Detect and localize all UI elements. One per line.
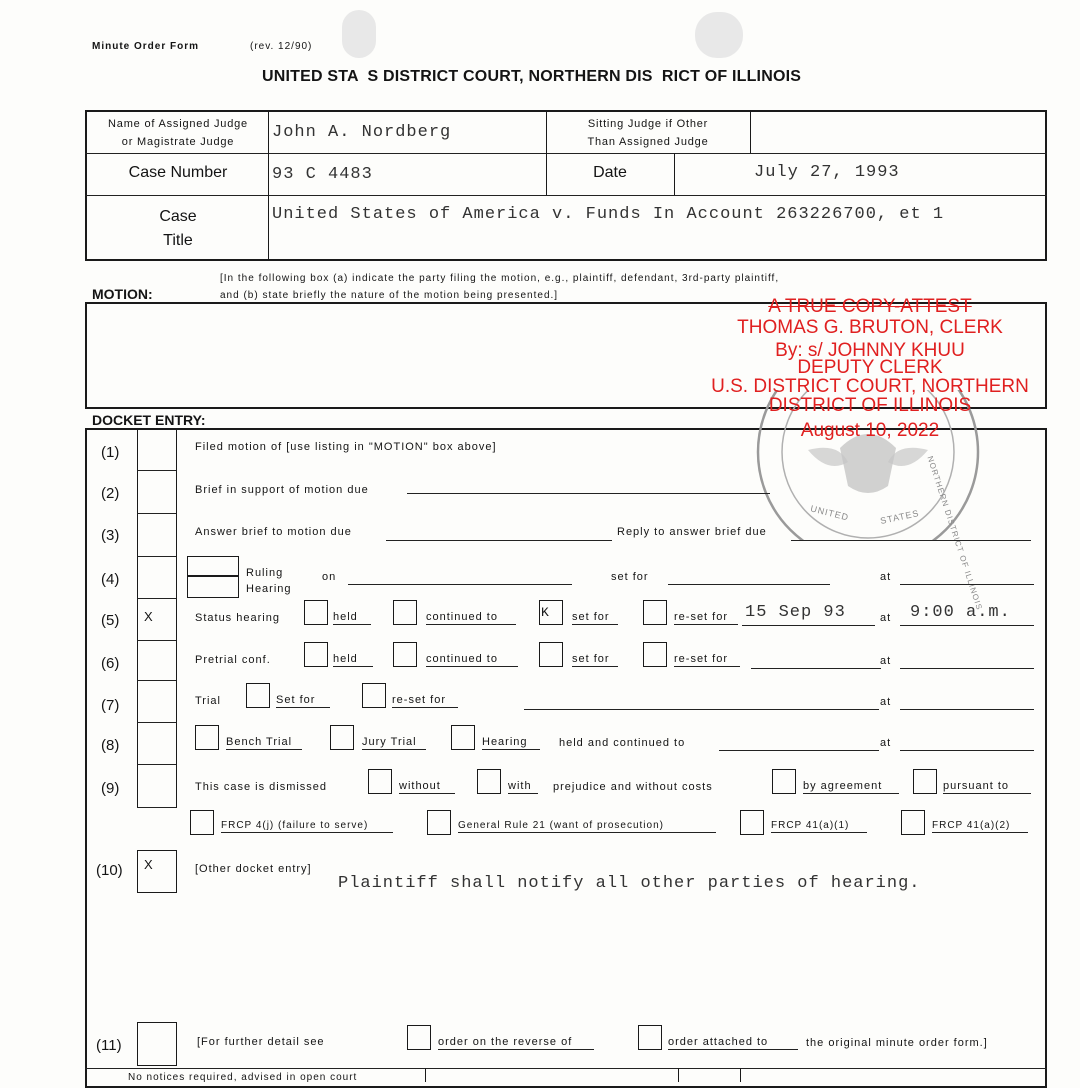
row9-agreement-label: by agreement: [803, 780, 899, 794]
row11-reverse-label: order on the reverse of: [438, 1036, 594, 1050]
row11-box: [137, 1022, 177, 1066]
punch-hole-smudge: [342, 10, 376, 58]
row-number: (6): [101, 655, 120, 672]
row8-jury-checkbox[interactable]: [330, 725, 354, 750]
row5-label: Status hearing: [195, 612, 280, 624]
row9-pursuant-label: pursuant to: [943, 780, 1031, 794]
row7-reset-checkbox[interactable]: [362, 683, 386, 708]
row5-set-for-label: set for: [572, 611, 618, 625]
form-name: Minute Order Form: [92, 41, 200, 52]
frcp4-label: FRCP 4(j) (failure to serve): [221, 820, 393, 833]
sitting-judge-label: Sitting Judge if Other Than Assigned Judge: [587, 118, 709, 148]
docket-entry-label: DOCKET ENTRY:: [92, 412, 206, 428]
case-title-label: Case Title: [159, 208, 197, 249]
row11-attached-label: order attached to: [668, 1036, 798, 1050]
row6-held-label: held: [333, 653, 373, 667]
case-title-value: United States of America v. Funds In Account 263226700, et 1: [272, 205, 945, 224]
row11-label: [For further detail see: [197, 1036, 325, 1048]
row4-at: at: [880, 571, 892, 583]
frcp41a2-label: FRCP 41(a)(2): [932, 820, 1028, 833]
row4-ruling-hearing: Ruling Hearing: [246, 567, 292, 595]
row9-without-checkbox[interactable]: [368, 769, 392, 794]
frcp41a2-checkbox[interactable]: [901, 810, 925, 835]
row5-reset-checkbox[interactable]: [643, 600, 667, 625]
row-number: (5): [101, 612, 120, 629]
row5-reset-label: re-set for: [674, 611, 738, 625]
row10-mark: X: [144, 857, 153, 872]
certification-stamp: A TRUE COPY-ATTEST THOMAS G. BRUTON, CLERK By: s/ JOHNNY KHUU DEPUTY CLERK U.S. DISTRICT COURT, NORTHERN DISTRICT OF ILLINOIS August 10, 2022: [711, 296, 1029, 441]
row7-at: at: [880, 696, 892, 708]
row9-pursuant-checkbox[interactable]: [913, 769, 937, 794]
row8-bench-checkbox[interactable]: [195, 725, 219, 750]
judge-value: John A. Nordberg: [272, 123, 452, 142]
row3-reply-text: Reply to answer brief due: [617, 526, 767, 538]
row-number: (3): [101, 527, 120, 544]
row3-answer-text: Answer brief to motion due: [195, 526, 352, 538]
row8-bench-label: Bench Trial: [226, 736, 302, 750]
frcp41a1-checkbox[interactable]: [740, 810, 764, 835]
row6-set-for-label: set for: [572, 653, 618, 667]
punch-hole-smudge: [695, 12, 743, 58]
seal-text-district: NORTHERN DISTRICT OF ILLINOIS: [925, 455, 984, 612]
row-number: (8): [101, 737, 120, 754]
row8-hearing-checkbox[interactable]: [451, 725, 475, 750]
row7-label: Trial: [195, 695, 221, 707]
motion-label: MOTION:: [92, 286, 153, 302]
row9-prejudice-text: prejudice and without costs: [553, 781, 713, 793]
row6-reset-checkbox[interactable]: [643, 642, 667, 667]
case-number-value: 93 C 4483: [272, 165, 373, 184]
row11-end-text: the original minute order form.]: [806, 1037, 988, 1049]
row6-held-checkbox[interactable]: [304, 642, 328, 667]
motion-instructions: [In the following box (a) indicate the party filing the motion, e.g., plaintiff, defendant, 3rd-party plaintiff, and (b) state briefly the nature of the motion being presented.]: [220, 273, 780, 301]
row4-set-for: set for: [611, 571, 649, 583]
row-number: (2): [101, 485, 120, 502]
row7-set-for-label: Set for: [276, 694, 330, 708]
row5-continued-label: continued to: [426, 611, 516, 625]
row10-text: Plaintiff shall notify all other parties of hearing.: [338, 874, 921, 893]
row1-text: Filed motion of [use listing in "MOTION" box above]: [195, 441, 497, 453]
row-number: (9): [101, 780, 120, 797]
row6-set-for-checkbox[interactable]: [539, 642, 563, 667]
row5-set-for-checkbox[interactable]: K: [539, 600, 563, 625]
row11-attached-checkbox[interactable]: [638, 1025, 662, 1050]
row5-date: 15 Sep 93: [745, 603, 846, 622]
row8-hearing-label: Hearing: [482, 736, 540, 750]
row5-held-checkbox[interactable]: [304, 600, 328, 625]
row2-text: Brief in support of motion due: [195, 484, 369, 496]
row10-label: [Other docket entry]: [195, 863, 312, 875]
judge-label: Name of Assigned Judge or Magistrate Judge: [108, 118, 248, 148]
row-number: (11): [96, 1037, 122, 1054]
frcp41a1-label: FRCP 41(a)(1): [771, 820, 867, 833]
gr21-checkbox[interactable]: [427, 810, 451, 835]
row6-continued-label: continued to: [426, 653, 518, 667]
frcp4-checkbox[interactable]: [190, 810, 214, 835]
row8-held-text: held and continued to: [559, 737, 686, 749]
seal-text-states: STATES: [879, 507, 921, 527]
row9-label: This case is dismissed: [195, 781, 328, 793]
row6-continued-checkbox[interactable]: [393, 642, 417, 667]
row7-reset-label: re-set for: [392, 694, 458, 708]
row9-agreement-checkbox[interactable]: [772, 769, 796, 794]
row11-reverse-checkbox[interactable]: [407, 1025, 431, 1050]
row9-without-label: without: [399, 780, 455, 794]
row-number: (7): [101, 697, 120, 714]
bottom-partial-text: No notices required, advised in open court: [128, 1072, 358, 1083]
row6-reset-label: re-set for: [674, 653, 740, 667]
row6-at: at: [880, 655, 892, 667]
row8-jury-label: Jury Trial: [362, 736, 426, 750]
row-number: (4): [101, 571, 120, 588]
row5-mark: X: [144, 609, 153, 624]
row5-held-label: held: [333, 611, 371, 625]
row10-box: [137, 850, 177, 893]
row5-time: 9:00 a.m.: [910, 603, 1011, 622]
row9-with-checkbox[interactable]: [477, 769, 501, 794]
form-revision: (rev. 12/90): [250, 41, 313, 52]
row-number: (1): [101, 444, 120, 461]
date-label: Date: [593, 164, 627, 181]
court-title: UNITED STA S DISTRICT COURT, NORTHERN DIS RICT OF ILLINOIS: [262, 68, 802, 85]
row6-label: Pretrial conf.: [195, 654, 271, 666]
row9-with-label: with: [508, 780, 538, 794]
row4-on: on: [322, 571, 337, 583]
row5-continued-checkbox[interactable]: [393, 600, 417, 625]
gr21-label: General Rule 21 (want of prosecution): [458, 820, 716, 833]
date-value: July 27, 1993: [754, 163, 900, 182]
row-number: (10): [96, 862, 123, 879]
seal-text-united: UNITED: [809, 503, 851, 523]
case-number-label: Case Number: [128, 164, 228, 181]
row5-at: at: [880, 612, 892, 624]
row7-set-for-checkbox[interactable]: [246, 683, 270, 708]
row8-at: at: [880, 737, 892, 749]
